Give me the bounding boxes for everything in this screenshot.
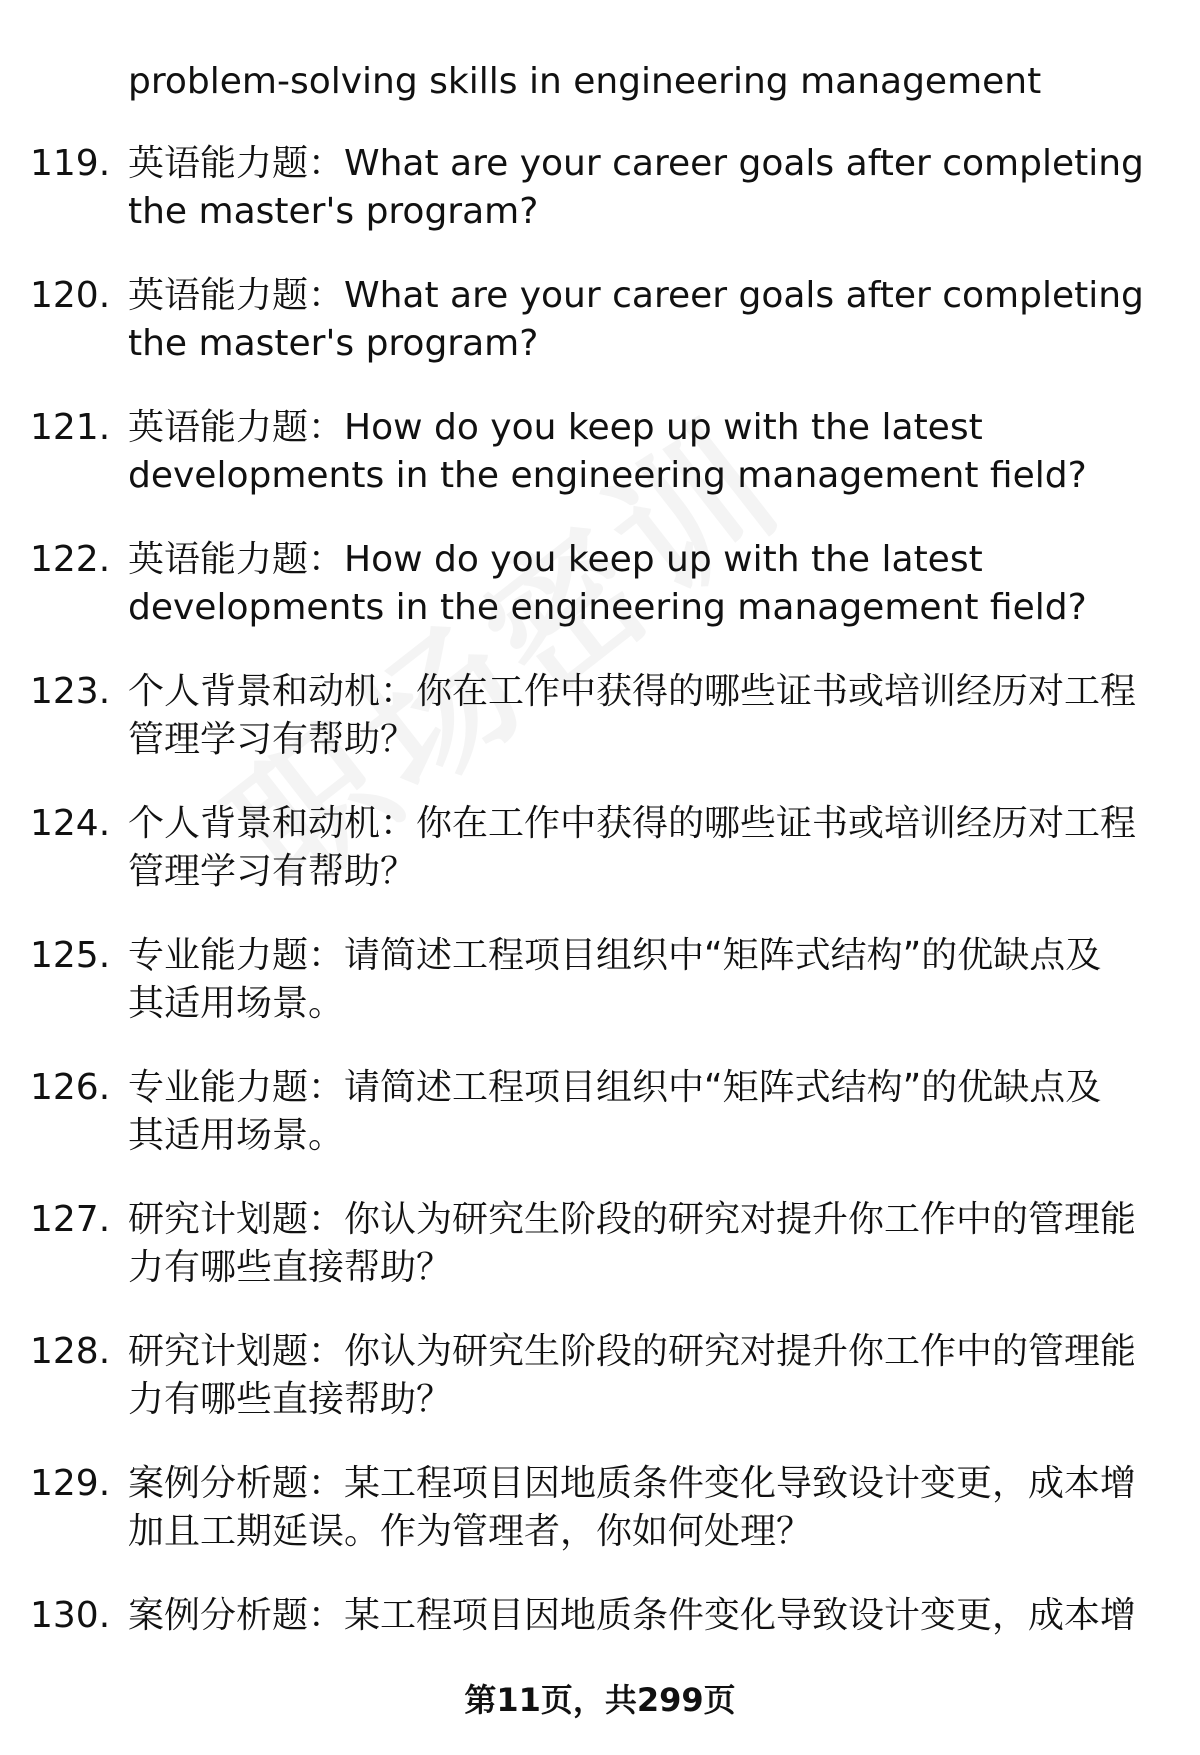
list-item	[30, 800, 1150, 896]
item-number: 126.	[30, 1067, 111, 1108]
item-line: 力有哪些直接帮助？	[128, 1379, 453, 1420]
item-line: 个人背景和动机：你在工作中获得的哪些证书或培训经历对工程	[128, 671, 1137, 712]
list-item	[30, 272, 1150, 368]
item-number: 130.	[30, 1595, 111, 1636]
list-item	[30, 1064, 1150, 1160]
item-text	[128, 800, 1138, 896]
item-line: developments in the engineering management field?	[128, 455, 1087, 496]
item-line: 研究计划题：你认为研究生阶段的研究对提升你工作中的管理能	[128, 1331, 1137, 1372]
item-line: 管理学习有帮助？	[128, 851, 417, 892]
item-number: 124.	[30, 803, 111, 844]
item-line: 研究计划题：你认为研究生阶段的研究对提升你工作中的管理能	[128, 1199, 1137, 1240]
list-item	[30, 1460, 1150, 1556]
item-line: 力有哪些直接帮助？	[128, 1247, 453, 1288]
item-line: 个人背景和动机：你在工作中获得的哪些证书或培训经历对工程	[128, 803, 1137, 844]
item-number: 129.	[30, 1463, 111, 1504]
list-item	[30, 1592, 1150, 1640]
list-item	[30, 932, 1150, 1028]
item-line: 英语能力题：What are your career goals after completing	[128, 143, 1144, 184]
item-text	[128, 536, 1138, 632]
item-line: 案例分析题：某工程项目因地质条件变化导致设计变更，成本增	[128, 1595, 1137, 1636]
item-line: 其适用场景。	[128, 983, 345, 1024]
item-text	[128, 1592, 1138, 1640]
item-text	[128, 1460, 1138, 1556]
item-number: 128.	[30, 1331, 111, 1372]
item-line: 专业能力题：请简述工程项目组织中“矩阵式结构”的优缺点及	[128, 1067, 1102, 1108]
item-text	[128, 272, 1144, 368]
list-item	[30, 668, 1150, 764]
continued-text-line: problem-solving skills in engineering management	[128, 61, 1042, 102]
item-line: 其适用场景。	[128, 1115, 345, 1156]
item-text	[128, 1196, 1138, 1292]
item-line: developments in the engineering management field?	[128, 587, 1087, 628]
list-item	[30, 1196, 1150, 1292]
item-line: 管理学习有帮助？	[128, 719, 417, 760]
list-item	[30, 1328, 1150, 1424]
item-number: 122.	[30, 539, 111, 580]
item-text	[128, 668, 1138, 764]
item-text	[128, 404, 1138, 500]
item-number: 125.	[30, 935, 111, 976]
item-line: the master's program?	[128, 323, 539, 364]
item-line: 英语能力题：How do you keep up with the latest	[128, 539, 983, 580]
item-number: 123.	[30, 671, 111, 712]
item-number: 127.	[30, 1199, 111, 1240]
item-line: the master's program?	[128, 191, 539, 232]
item-line: 加且工期延误。作为管理者，你如何处理？	[128, 1511, 813, 1552]
item-text	[128, 1064, 1138, 1160]
item-line: 专业能力题：请简述工程项目组织中“矩阵式结构”的优缺点及	[128, 935, 1102, 976]
item-number: 119.	[30, 143, 111, 184]
item-text	[128, 1328, 1138, 1424]
list-item	[30, 536, 1150, 632]
item-number: 121.	[30, 407, 111, 448]
page-footer: 第11页，共299页	[464, 1681, 736, 1719]
item-text	[128, 140, 1144, 236]
item-line: 英语能力题：What are your career goals after completing	[128, 275, 1144, 316]
item-line: 案例分析题：某工程项目因地质条件变化导致设计变更，成本增	[128, 1463, 1137, 1504]
item-number: 120.	[30, 275, 111, 316]
list-item	[30, 140, 1150, 236]
item-text	[128, 932, 1138, 1028]
item-line: 英语能力题：How do you keep up with the latest	[128, 407, 983, 448]
list-item	[30, 404, 1150, 500]
